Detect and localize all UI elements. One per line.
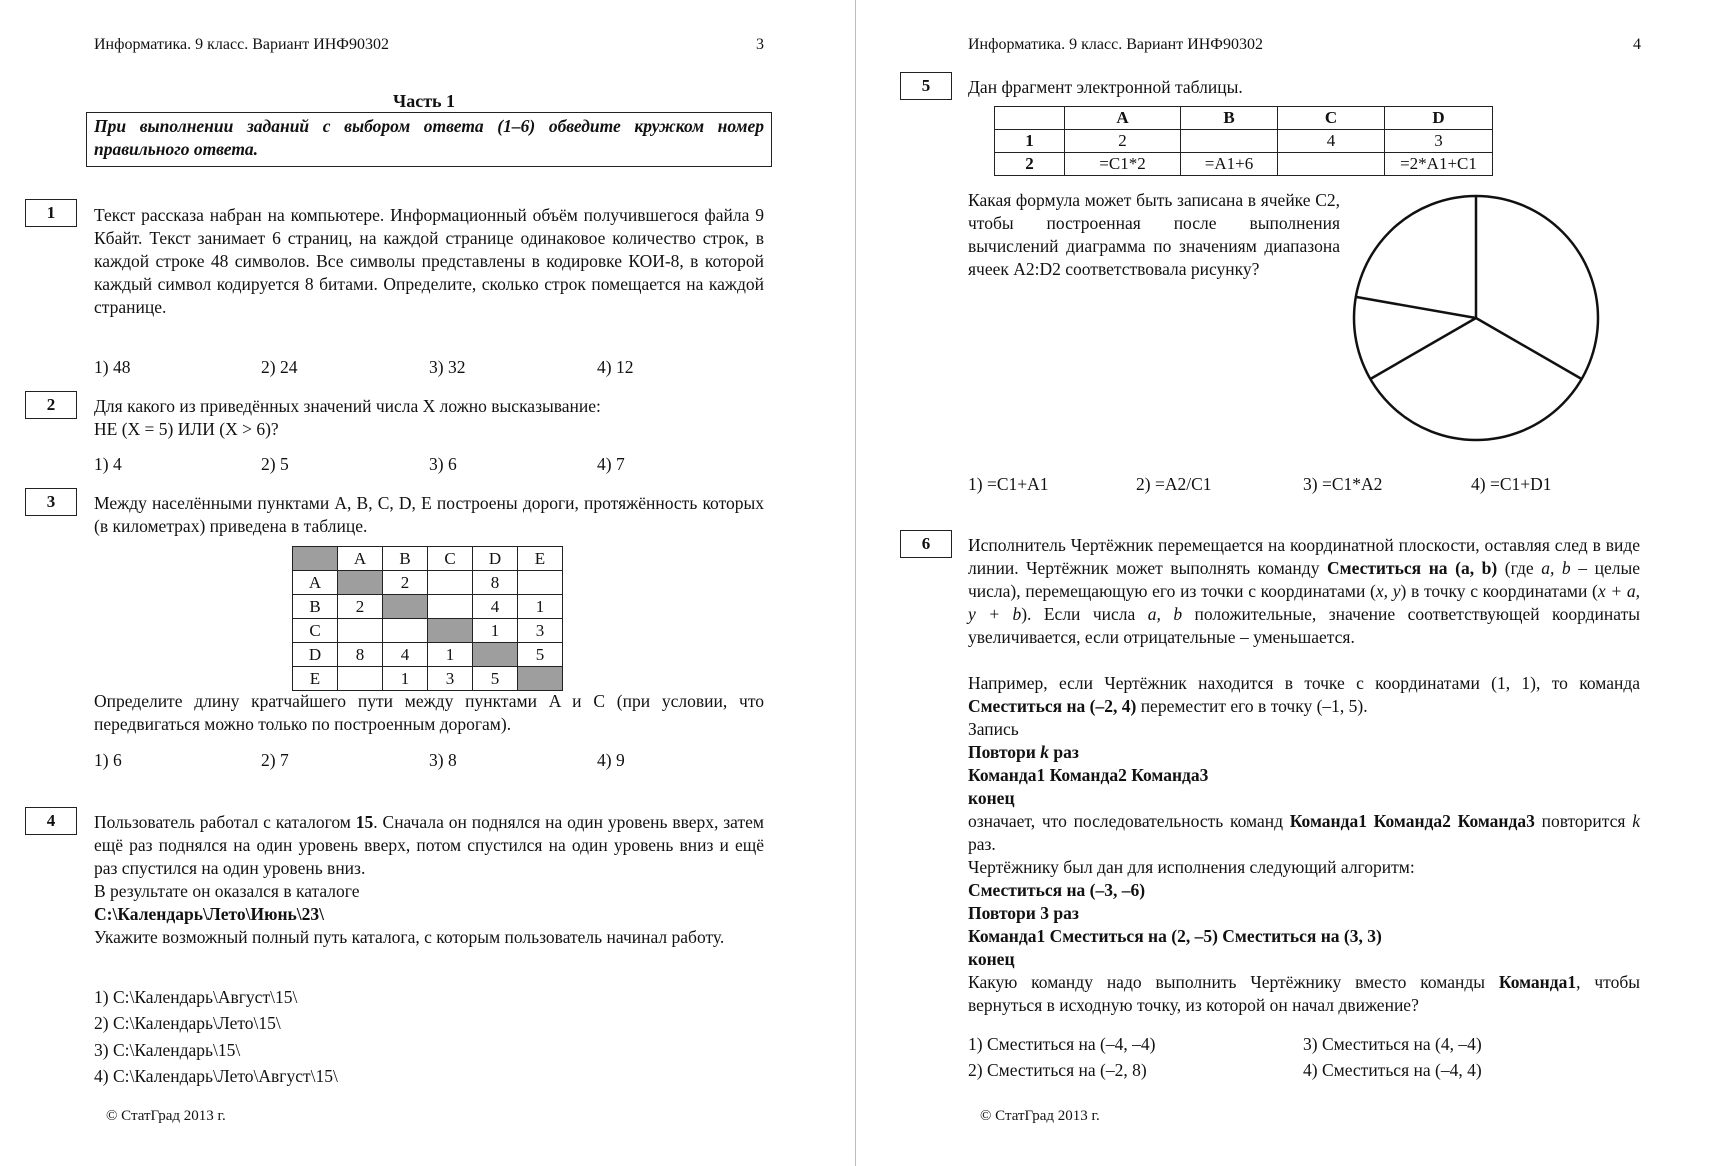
sheet-cell: =C1*2 xyxy=(1065,153,1181,176)
part-title: Часть 1 xyxy=(393,91,456,111)
question-4-path: С:\Календарь\Лето\Июнь\23\ xyxy=(94,904,325,924)
question-6-commands: Команда1 Команда2 Команда3 xyxy=(968,765,1209,785)
question-1-text: Текст рассказа набран на компьютере. Информационный объём получившегося файла 9 Кбайт. Текст занимает 6 страниц, на каждой странице одинаковое количество строк, в каждой строке 48 символов. Все символы представлены в кодировке КОИ-8, в которой каждый символ кодируется 8 битами. Определите, сколько строк помещается на каждой странице. xyxy=(94,205,764,317)
table-cell xyxy=(518,571,563,595)
question-number-3: 3 xyxy=(25,488,77,516)
table-cell: 3 xyxy=(518,619,563,643)
table-row xyxy=(293,619,563,643)
table-cell: A xyxy=(293,571,338,595)
table-cell: 1 xyxy=(383,667,428,691)
table-row xyxy=(293,667,563,691)
page-header: Информатика. 9 класс. Вариант ИНФ90302 xyxy=(968,36,1263,53)
left-page xyxy=(0,0,855,1166)
q5-option-4[interactable]: 4) =C1+D1 xyxy=(1471,474,1552,494)
table-cell: D xyxy=(293,643,338,667)
table-cell xyxy=(383,595,428,619)
sheet-cell: =2*A1+C1 xyxy=(1385,153,1493,176)
sheet-row-header: 1 xyxy=(995,130,1065,153)
table-row xyxy=(293,643,563,667)
q2-option-2[interactable]: 2) 5 xyxy=(261,454,289,474)
question-number-6: 6 xyxy=(900,530,952,558)
table-cell: 1 xyxy=(518,595,563,619)
question-6-end: конец xyxy=(968,788,1015,808)
q2-option-1[interactable]: 1) 4 xyxy=(94,454,122,474)
question-3-text: Между населёнными пунктами A, B, C, D, E построены дороги, протяжённость которых (в километрах) приведена в таблице. xyxy=(94,493,764,536)
table-cell: 1 xyxy=(428,643,473,667)
question-5-text: Какая формула может быть записана в ячейке C2, чтобы построенная после выполнения вычислений диаграмма по значениям диапазона ячеек A2:D2 соответствовала рисунку? xyxy=(968,190,1340,279)
q1-option-4[interactable]: 4) 12 xyxy=(597,357,634,377)
right-page xyxy=(856,0,1712,1166)
sheet-column-header: C xyxy=(1278,107,1385,130)
q5-option-1[interactable]: 1) =C1+A1 xyxy=(968,474,1049,494)
q4-option-1[interactable]: 1) С:\Календарь\Август\15\ xyxy=(94,987,298,1007)
sheet-cell: =A1+6 xyxy=(1181,153,1278,176)
table-header-cell: C xyxy=(428,547,473,571)
sheet-cell xyxy=(1181,130,1278,153)
q4-option-2[interactable]: 2) С:\Календарь\Лето\15\ xyxy=(94,1013,281,1033)
q1-option-2[interactable]: 2) 24 xyxy=(261,357,298,377)
question-6-paragraph-2: Например, если Чертёжник находится в точке с координатами (1, 1), то команда Сместиться на (–2, 4) переместит его в точку (–1, 5). xyxy=(968,673,1640,716)
table-header-cell: D xyxy=(473,547,518,571)
table-cell xyxy=(338,619,383,643)
table-cell: 2 xyxy=(383,571,428,595)
table-cell: 8 xyxy=(473,571,518,595)
page-number: 4 xyxy=(1633,36,1641,53)
sheet-cell: 3 xyxy=(1385,130,1493,153)
q2-option-4[interactable]: 4) 7 xyxy=(597,454,625,474)
table-cell: 4 xyxy=(473,595,518,619)
pie-chart xyxy=(1346,188,1606,448)
table-corner-cell xyxy=(293,547,338,571)
table-cell xyxy=(473,643,518,667)
table-row xyxy=(995,130,1493,153)
table-cell xyxy=(428,619,473,643)
table-cell xyxy=(338,571,383,595)
table-cell xyxy=(383,619,428,643)
question-2-line-1: Для какого из приведённых значений числа X ложно высказывание: xyxy=(94,396,601,416)
table-row xyxy=(293,595,563,619)
question-6-means: означает, что последовательность команд Команда1 Команда2 Команда3 повторится k раз. xyxy=(968,811,1640,854)
sheet-column-header: B xyxy=(1181,107,1278,130)
q5-option-2[interactable]: 2) =A2/C1 xyxy=(1136,474,1212,494)
q2-option-3[interactable]: 3) 6 xyxy=(429,454,457,474)
table-cell: 5 xyxy=(473,667,518,691)
sheet-cell xyxy=(1278,153,1385,176)
page-number: 3 xyxy=(756,36,764,53)
question-4-ask: Укажите возможный полный путь каталога, с которым пользователь начинал работу. xyxy=(94,927,725,947)
q3-option-1[interactable]: 1) 6 xyxy=(94,750,122,770)
table-cell xyxy=(338,667,383,691)
question-6-given: Чертёжнику был дан для исполнения следующий алгоритм: xyxy=(968,857,1415,877)
instruction-box xyxy=(86,112,772,167)
algorithm-line-2: Повтори 3 раз xyxy=(968,903,1079,923)
table-header-cell: B xyxy=(383,547,428,571)
q3-option-3[interactable]: 3) 8 xyxy=(429,750,457,770)
table-cell xyxy=(428,571,473,595)
question-6-ask: Какую команду надо выполнить Чертёжнику вместо команды Команда1, чтобы вернуться в исходную точку, из которой он начал движение? xyxy=(968,972,1640,1015)
algorithm-line-1: Сместиться на (–3, –6) xyxy=(968,880,1146,900)
table-cell: C xyxy=(293,619,338,643)
question-number-4: 4 xyxy=(25,807,77,835)
q1-option-1[interactable]: 1) 48 xyxy=(94,357,131,377)
q3-option-2[interactable]: 2) 7 xyxy=(261,750,289,770)
question-5-intro: Дан фрагмент электронной таблицы. xyxy=(968,77,1243,97)
page-header: Информатика. 9 класс. Вариант ИНФ90302 xyxy=(94,36,389,53)
algorithm-line-4: конец xyxy=(968,949,1015,969)
sheet-cell: 4 xyxy=(1278,130,1385,153)
table-cell: 2 xyxy=(338,595,383,619)
sheet-corner-cell xyxy=(995,107,1065,130)
q3-option-4[interactable]: 4) 9 xyxy=(597,750,625,770)
question-number-2: 2 xyxy=(25,391,77,419)
question-4-text: Пользователь работал с каталогом 15. Сначала он поднялся на один уровень вверх, затем ещё раз поднялся на один уровень вверх, потом спустился на один уровень вниз и ещё раз спустился на один уровень вниз. xyxy=(94,812,764,878)
q4-option-3[interactable]: 3) С:\Календарь\15\ xyxy=(94,1040,241,1060)
question-number-5: 5 xyxy=(900,72,952,100)
q6-option-3[interactable]: 3) Сместиться на (4, –4) xyxy=(1303,1034,1482,1054)
algorithm-line-3: Команда1 Сместиться на (2, –5) Сместиться на (3, 3) xyxy=(968,926,1382,946)
question-6-zapis: Запись xyxy=(968,719,1019,739)
table-row xyxy=(995,153,1493,176)
question-3-text-2: Определите длину кратчайшего пути между пунктами A и C (при условии, что передвигаться можно только по построенным дорогам). xyxy=(94,691,764,734)
table-row xyxy=(293,571,563,595)
sheet-cell: 2 xyxy=(1065,130,1181,153)
spreadsheet-table xyxy=(994,106,1493,176)
q5-option-3[interactable]: 3) =C1*A2 xyxy=(1303,474,1383,494)
table-cell xyxy=(428,595,473,619)
q6-option-2[interactable]: 2) Сместиться на (–2, 8) xyxy=(968,1060,1147,1080)
footer-copyright: © СтатГрад 2013 г. xyxy=(106,1108,226,1124)
q4-option-4[interactable]: 4) С:\Календарь\Лето\Август\15\ xyxy=(94,1066,338,1086)
table-cell: 1 xyxy=(473,619,518,643)
table-cell: E xyxy=(293,667,338,691)
question-6-paragraph-1: Исполнитель Чертёжник перемещается на координатной плоскости, оставляя след в виде линии. Чертёжник может выполнять команду Сместиться на (a, b) (где a, b – целые числа), перемещающую его из точки с координатами (x, y) в точку с координатами (x + a, y + b). Если числа a, b положительные, значение соответствующей координаты увеличивается, если отрицательные – уменьшается. xyxy=(968,535,1641,647)
table-cell: 4 xyxy=(383,643,428,667)
table-cell: 5 xyxy=(518,643,563,667)
footer-copyright: © СтатГрад 2013 г. xyxy=(980,1108,1100,1124)
sheet-column-header: D xyxy=(1385,107,1493,130)
question-4-result-line: В результате он оказался в каталоге xyxy=(94,881,360,901)
q6-option-1[interactable]: 1) Сместиться на (–4, –4) xyxy=(968,1034,1156,1054)
table-header-cell: A xyxy=(338,547,383,571)
question-2-line-2: НЕ (X = 5) ИЛИ (X > 6)? xyxy=(94,419,279,439)
table-cell xyxy=(518,667,563,691)
table-cell: 8 xyxy=(338,643,383,667)
instruction-text: При выполнении заданий с выбором ответа (1–6) обведите кружком номер правильного ответа. xyxy=(94,116,764,159)
distance-table xyxy=(292,546,563,691)
table-cell: B xyxy=(293,595,338,619)
q6-option-4[interactable]: 4) Сместиться на (–4, 4) xyxy=(1303,1060,1482,1080)
question-6-repeat-line: Повтори k раз xyxy=(968,742,1079,762)
q1-option-3[interactable]: 3) 32 xyxy=(429,357,466,377)
table-cell: 3 xyxy=(428,667,473,691)
table-header-cell: E xyxy=(518,547,563,571)
sheet-row-header: 2 xyxy=(995,153,1065,176)
sheet-column-header: A xyxy=(1065,107,1181,130)
question-number-1: 1 xyxy=(25,199,77,227)
